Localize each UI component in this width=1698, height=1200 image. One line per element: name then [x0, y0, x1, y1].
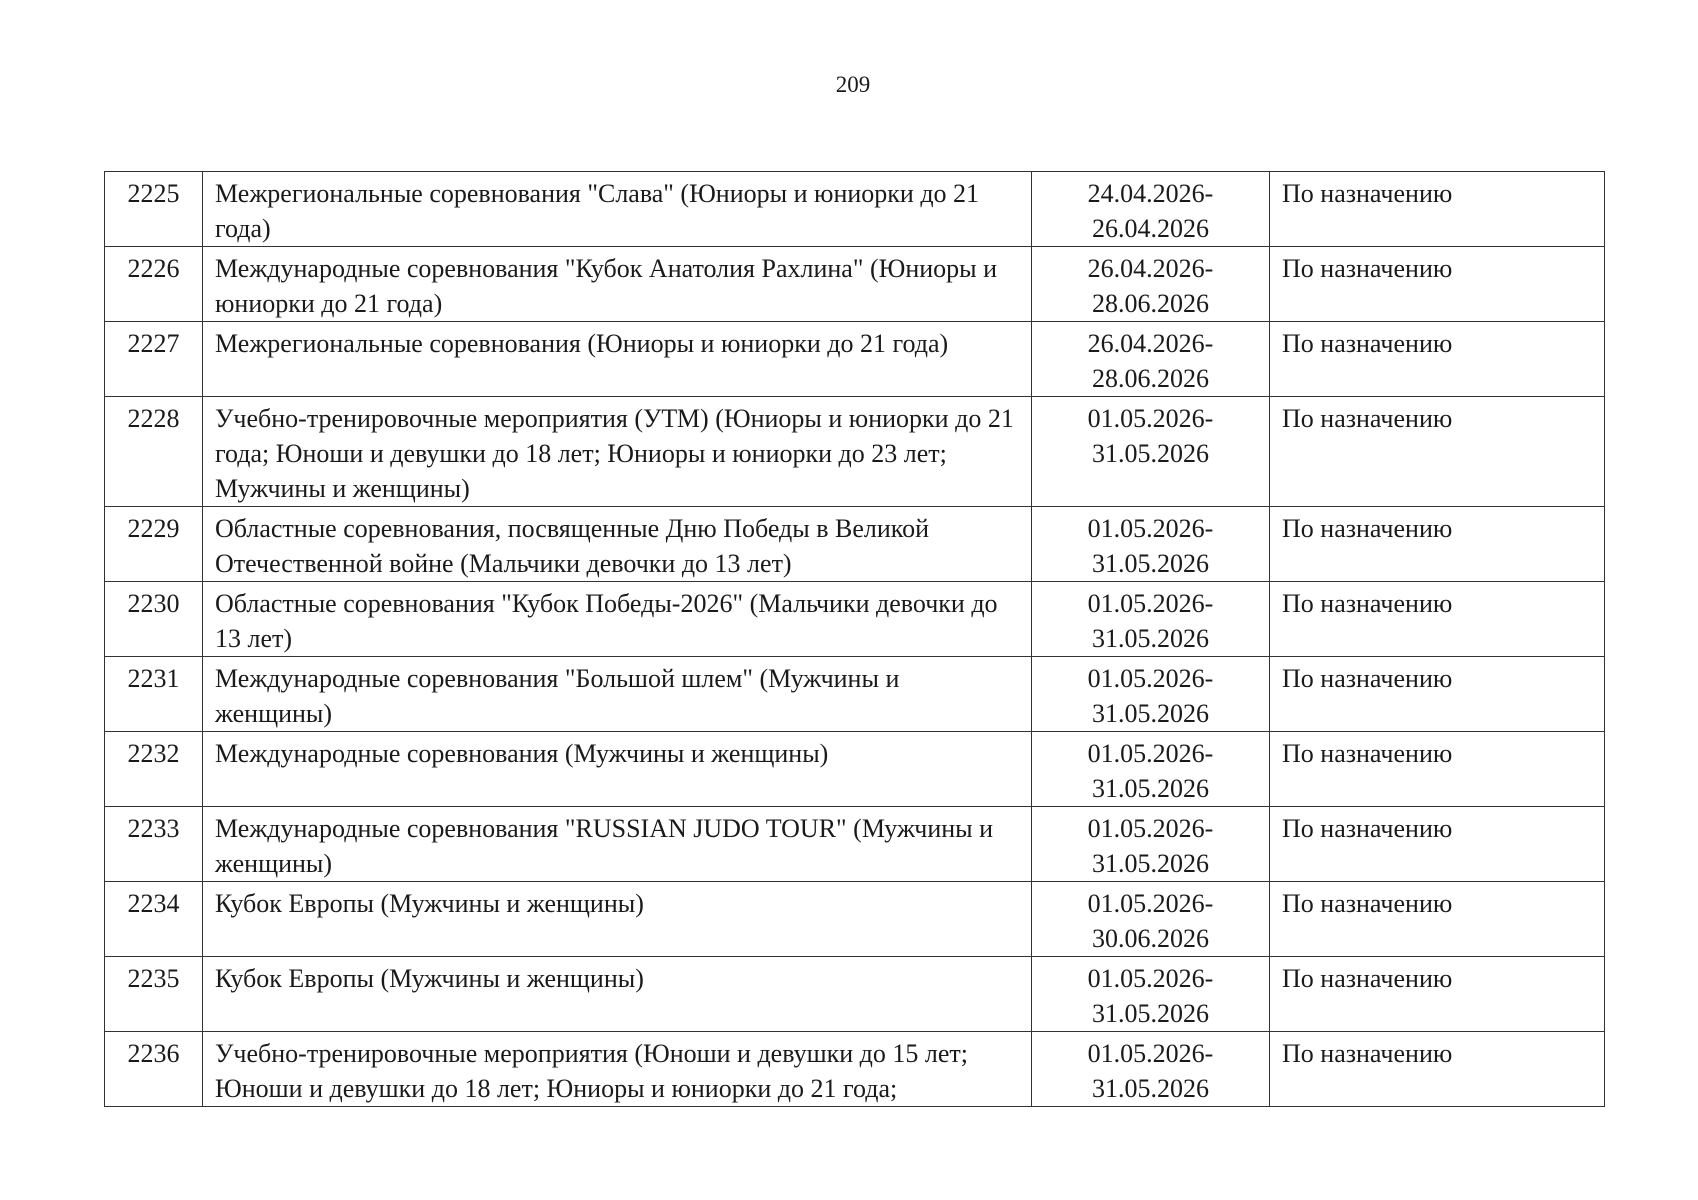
event-name: Кубок Европы (Мужчины и женщины) — [203, 882, 1032, 957]
event-place: По назначению — [1270, 657, 1605, 732]
event-number: 2225 — [105, 172, 203, 247]
event-dates — [1032, 322, 1270, 397]
event-number: 2234 — [105, 882, 203, 957]
event-place: По назначению — [1270, 582, 1605, 657]
table-row — [105, 957, 1605, 1032]
event-place: По назначению — [1270, 732, 1605, 807]
date-start: 01.05.2026- — [1087, 589, 1214, 618]
date-start: 01.05.2026- — [1087, 964, 1214, 993]
date-end: 31.05.2026 — [1092, 999, 1209, 1028]
event-name: Областные соревнования, посвященные Дню Победы в Великой Отечественной войне (Мальчики девочки до 13 лет) — [203, 507, 1032, 582]
event-dates — [1032, 957, 1270, 1032]
date-end: 31.05.2026 — [1092, 849, 1209, 878]
event-number: 2232 — [105, 732, 203, 807]
date-end: 31.05.2026 — [1092, 439, 1209, 468]
table-row — [105, 582, 1605, 657]
table-row — [105, 247, 1605, 322]
date-start: 01.05.2026- — [1087, 739, 1214, 768]
date-end: 30.06.2026 — [1092, 924, 1209, 953]
date-start: 01.05.2026- — [1087, 404, 1214, 433]
date-end: 31.05.2026 — [1092, 1074, 1209, 1103]
date-end: 28.06.2026 — [1092, 289, 1209, 318]
event-dates — [1032, 732, 1270, 807]
table-row — [105, 732, 1605, 807]
table-row — [105, 507, 1605, 582]
page-number: 209 — [835, 72, 871, 97]
event-name: Межрегиональные соревнования "Слава" (Юниоры и юниорки до 21 года) — [203, 172, 1032, 247]
event-dates — [1032, 807, 1270, 882]
date-start: 26.04.2026- — [1087, 254, 1214, 283]
event-dates — [1032, 582, 1270, 657]
date-end: 28.06.2026 — [1092, 364, 1209, 393]
event-number: 2228 — [105, 397, 203, 507]
date-start: 01.05.2026- — [1087, 664, 1214, 693]
event-name: Кубок Европы (Мужчины и женщины) — [203, 957, 1032, 1032]
event-number: 2226 — [105, 247, 203, 322]
event-place: По назначению — [1270, 957, 1605, 1032]
event-place: По назначению — [1270, 397, 1605, 507]
event-place: По назначению — [1270, 807, 1605, 882]
event-name: Межрегиональные соревнования (Юниоры и юниорки до 21 года) — [203, 322, 1032, 397]
event-number: 2236 — [105, 1032, 203, 1107]
event-place: По назначению — [1270, 507, 1605, 582]
event-number: 2229 — [105, 507, 203, 582]
table-row — [105, 322, 1605, 397]
event-place: По назначению — [1270, 172, 1605, 247]
date-end: 31.05.2026 — [1092, 549, 1209, 578]
date-end: 31.05.2026 — [1092, 774, 1209, 803]
event-number: 2231 — [105, 657, 203, 732]
event-number: 2233 — [105, 807, 203, 882]
event-place: По назначению — [1270, 882, 1605, 957]
event-dates — [1032, 657, 1270, 732]
event-place: По назначению — [1270, 247, 1605, 322]
event-dates — [1032, 507, 1270, 582]
event-name: Международные соревнования (Мужчины и женщины) — [203, 732, 1032, 807]
date-start: 01.05.2026- — [1087, 514, 1214, 543]
date-end: 31.05.2026 — [1092, 699, 1209, 728]
table-row — [105, 657, 1605, 732]
event-number: 2235 — [105, 957, 203, 1032]
event-dates — [1032, 172, 1270, 247]
date-end: 31.05.2026 — [1092, 624, 1209, 653]
events-table-body — [105, 172, 1605, 1107]
date-start: 01.05.2026- — [1087, 1039, 1214, 1068]
event-dates — [1032, 247, 1270, 322]
event-number: 2227 — [105, 322, 203, 397]
event-name: Областные соревнования "Кубок Победы-2026" (Мальчики девочки до 13 лет) — [203, 582, 1032, 657]
date-start: 01.05.2026- — [1087, 889, 1214, 918]
event-name: Международные соревнования "Большой шлем" (Мужчины и женщины) — [203, 657, 1032, 732]
event-dates — [1032, 397, 1270, 507]
table-row — [105, 172, 1605, 247]
date-start: 24.04.2026- — [1087, 179, 1214, 208]
event-dates — [1032, 1032, 1270, 1107]
event-place: По назначению — [1270, 322, 1605, 397]
event-name: Учебно-тренировочные мероприятия (УТМ) (Юниоры и юниорки до 21 года; Юноши и девушки до 18 лет; Юниоры и юниорки до 23 лет; Мужчины и женщины) — [203, 397, 1032, 507]
events-table — [104, 171, 1605, 1107]
event-number: 2230 — [105, 582, 203, 657]
event-name: Учебно-тренировочные мероприятия (Юноши и девушки до 15 лет; Юноши и девушки до 18 лет; Юниоры и юниорки до 21 года; — [203, 1032, 1032, 1107]
event-name: Международные соревнования "Кубок Анатолия Рахлина" (Юниоры и юниорки до 21 года) — [203, 247, 1032, 322]
table-row — [105, 882, 1605, 957]
event-place: По назначению — [1270, 1032, 1605, 1107]
table-row — [105, 807, 1605, 882]
table-row — [105, 1032, 1605, 1107]
table-row — [105, 397, 1605, 507]
date-end: 26.04.2026 — [1092, 214, 1209, 243]
date-start: 01.05.2026- — [1087, 814, 1214, 843]
event-name: Международные соревнования "RUSSIAN JUDO TOUR" (Мужчины и женщины) — [203, 807, 1032, 882]
event-dates — [1032, 882, 1270, 957]
date-start: 26.04.2026- — [1087, 329, 1214, 358]
